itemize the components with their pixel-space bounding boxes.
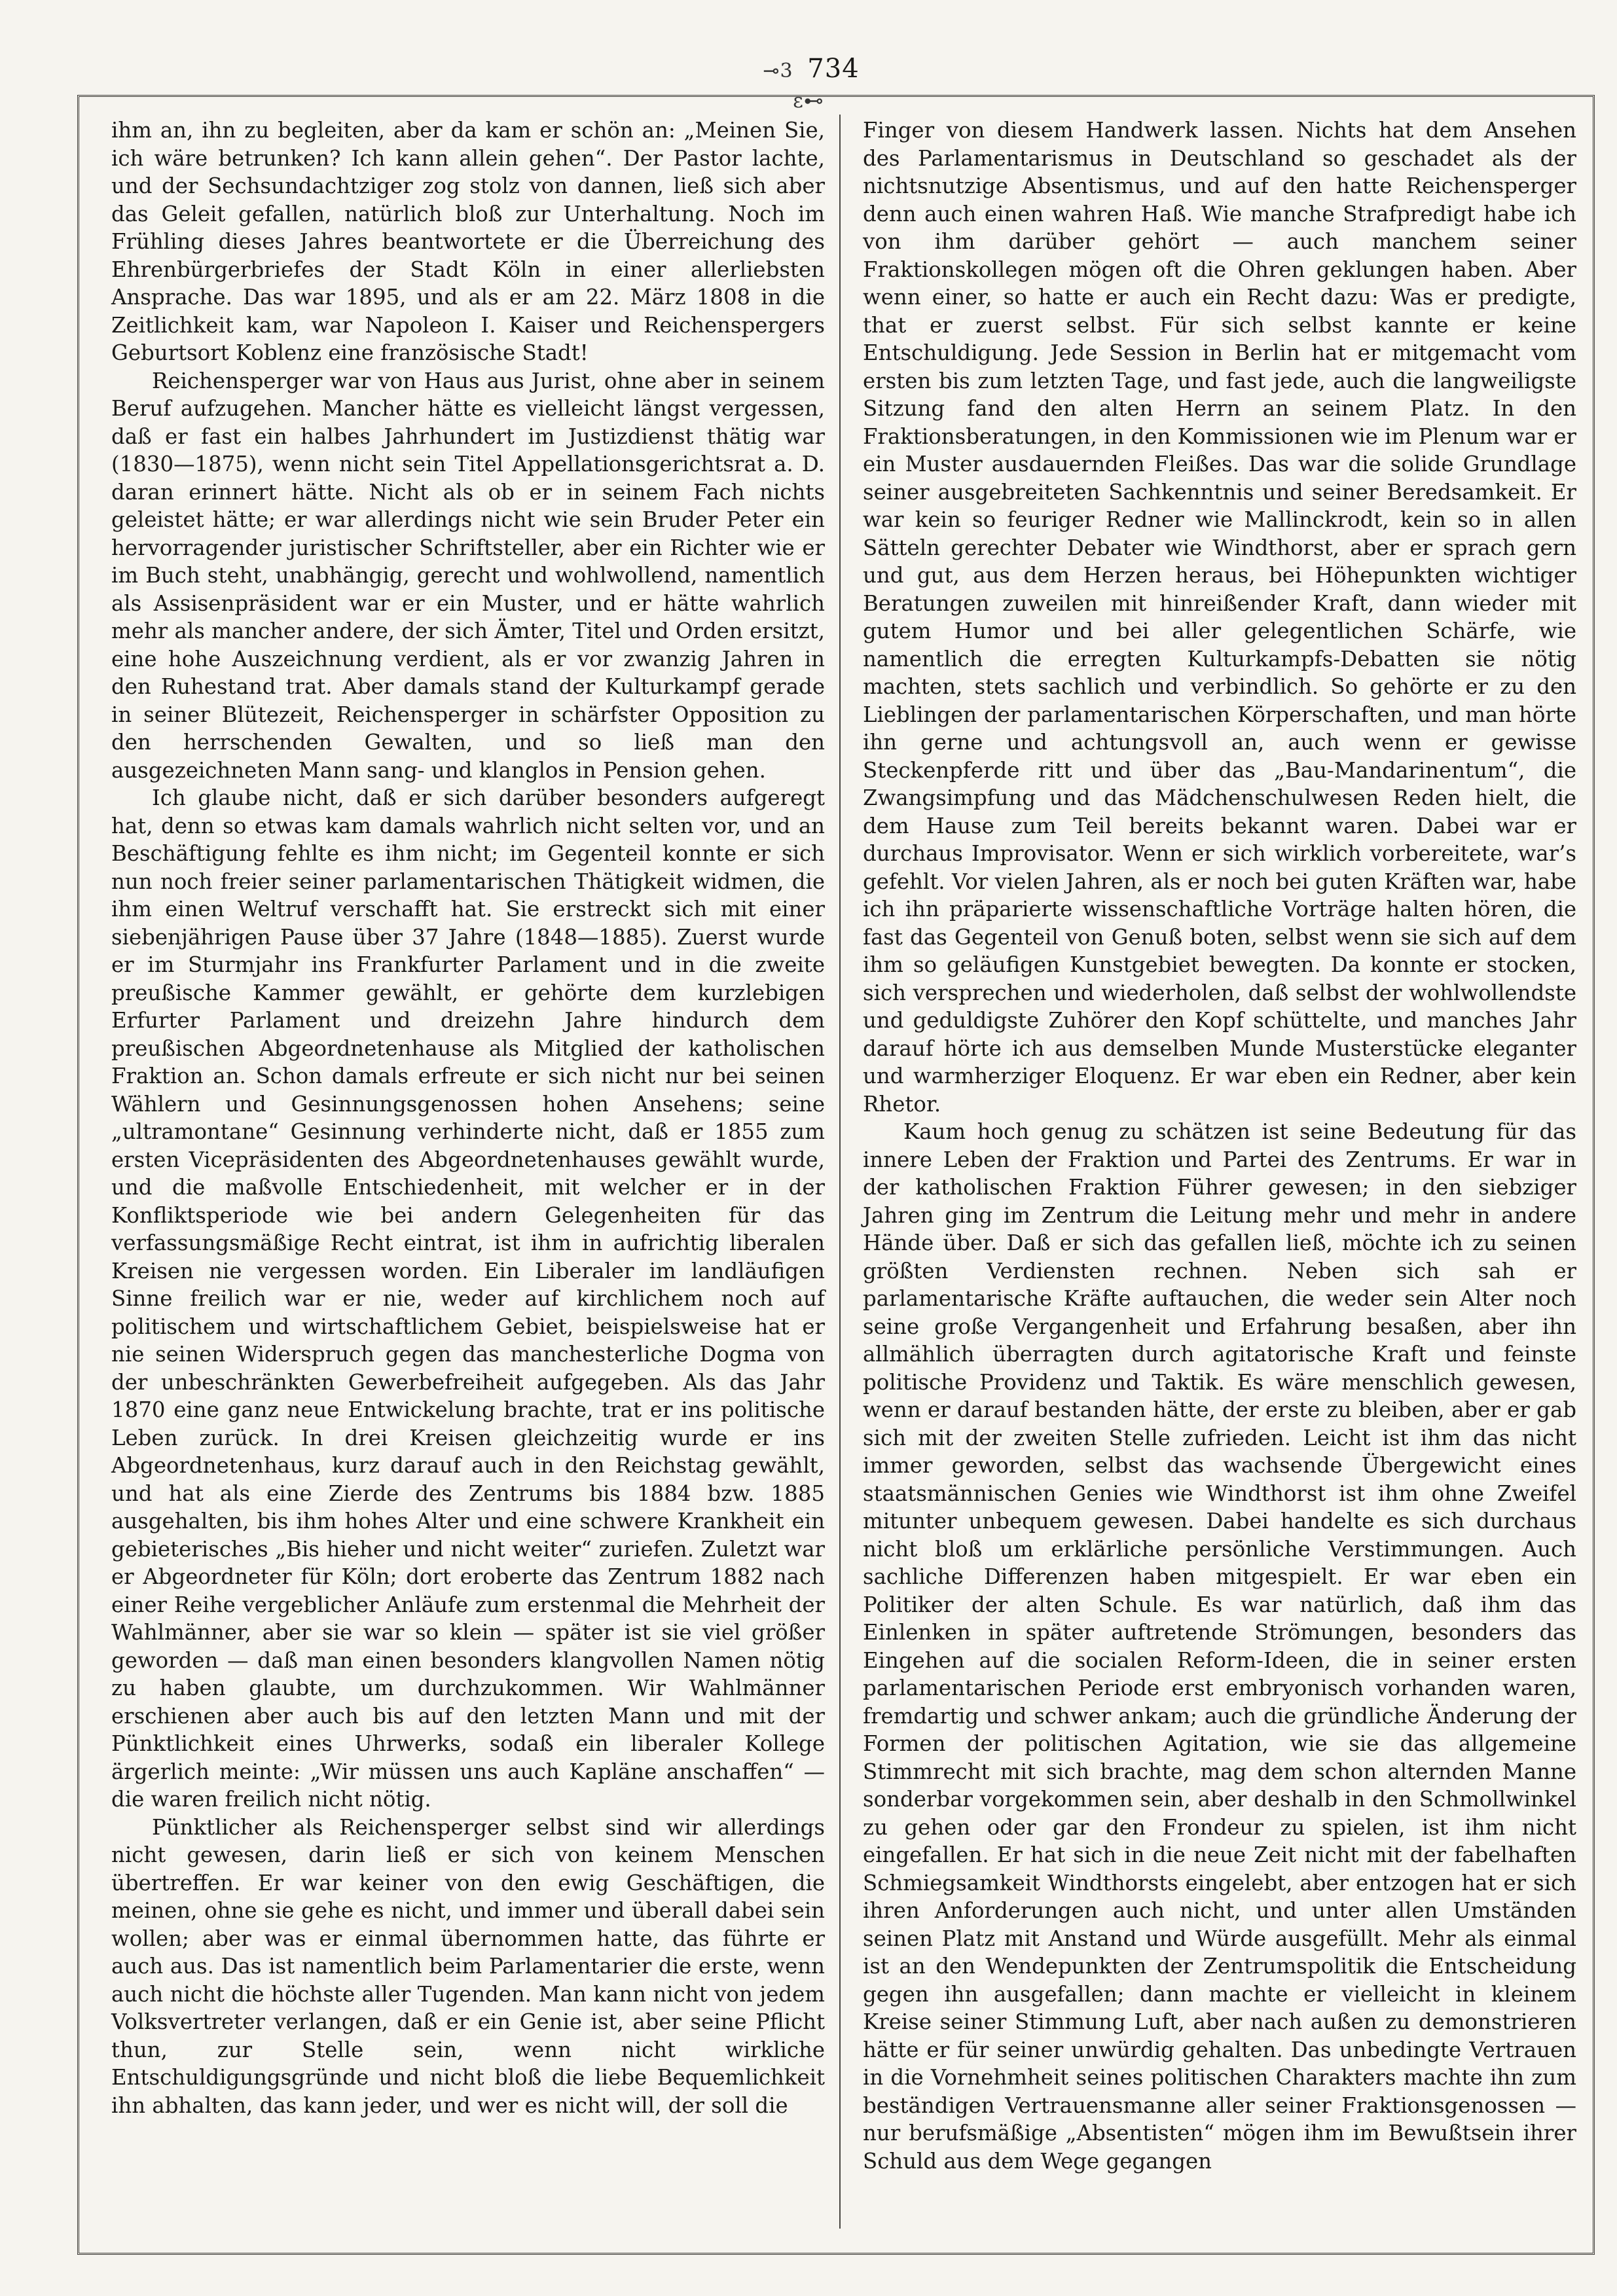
page-number-value: 734 (807, 54, 860, 84)
paragraph: Pünktlicher als Reichensperger selbst sind wir allerdings nicht gewesen, darin ließ er sich von keinem Menschen übertreffen. Er war keiner von den ewig Geschäftigen, die meinen, ohne sie gehe es nicht, und immer und überall dabei sein wollen; aber was er einmal übernommen hatte, das führte er auch aus. Das ist namentlich beim Parlamentarier die erste, wenn auch nicht die höchste aller Tugenden. Man kann nicht von jedem Volksvertreter verlangen, daß er ein Genie ist, aber seine Pflicht thun, zur Stelle sein, wenn nicht wirkliche Entschuldigungsgründe und nicht bloß die liebe Bequemlichkeit ihn abhalten, das kann jeder, und wer es nicht will, der soll die (111, 1814, 825, 2118)
paragraph: Reichensperger war von Haus aus Jurist, ohne aber in seinem Beruf aufzugehen. Mancher hätte es vielleicht längst vergessen, daß er fast ein halbes Jahrhundert im Justizdienst thätig war (1830—1875), wenn nicht sein Titel Appellationsgerichtsrat a. D. daran erinnert hätte. Nicht als ob er in seinem Fach nichts geleistet hätte; er war allerdings nicht wie sein Bruder Peter ein hervorragender juristischer Schriftsteller, aber ein Richter wie er im Buch steht, unabhängig, gerecht und wohlwollend, namentlich als Assisenpräsident war er ein Muster, und er hätte wahrlich mehr als mancher andere, der sich Ämter, Titel und Orden ersitzt, eine hohe Auszeichnung verdient, als er vor zwanzig Jahren in den Ruhestand trat. Aber damals stand der Kulturkampf gerade in seiner Blütezeit, Reichensperger in schärfster Opposition zu den herrschenden Gewalten, und so ließ man den ausgezeichneten Mann sang- und klanglos in Pension gehen. (111, 368, 825, 783)
paragraph: ihm an, ihn zu begleiten, aber da kam er schön an: „Meinen Sie, ich wäre betrunken? Ich kann allein gehen“. Der Pastor lachte, und der Sechsundachtziger zog stolz von dannen, ließ sich aber das Geleit gefallen, natürlich bloß zur Unterhaltung. Noch im Frühling dieses Jahres beantwortete er die Überreichung des Ehrenbürgerbriefes der Stadt Köln in einer allerliebsten Ansprache. Das war 1895, und als er am 22. März 1808 in die Zeitlichkeit kam, war Napoleon I. Kaiser und Reichenspergers Geburtsort Koblenz eine französische Stadt! (111, 118, 825, 365)
right-column (863, 117, 1576, 2175)
ornament-right: ε⊷ (793, 90, 824, 113)
column-divider (839, 115, 841, 2229)
paragraph: Ich glaube nicht, daß er sich darüber besonders aufgeregt hat, denn so etwas kam damals wahrlich nicht selten vor, und an Beschäftigung fehlte es ihm nicht; im Gegenteil konnte er sich nun noch freier seiner parlamentarischen Thätigkeit widmen, die ihm einen Weltruf verschafft hat. Sie erstreckt sich mit einer siebenjährigen Pause über 37 Jahre (1848—1885). Zuerst wurde er im Sturmjahr ins Frankfurter Parlament und in die zweite preußische Kammer gewählt, er gehörte dem kurzlebigen Erfurter Parlament und dreizehn Jahre hindurch dem preußischen Abgeordnetenhause als Mitglied der katholischen Fraktion an. Schon damals erfreute er sich nicht nur bei seinen Wählern und Gesinnungsgenossen hohen Ansehens; seine „ultramontane“ Gesinnung verhinderte nicht, daß er 1855 zum ersten Vicepräsidenten des Abgeordnetenhauses gewählt wurde, und die maßvolle Entschiedenheit, mit welcher er in der Konfliktsperiode wie bei andern Gelegenheiten für das verfassungsmäßige Recht eintrat, ist ihm in aufrichtig liberalen Kreisen nie vergessen worden. Ein Liberaler im landläufigen Sinne freilich war er nie, weder auf kirchlichem noch auf politischem und wirtschaftlichem Gebiet, beispielsweise hat er nie seinen Widerspruch gegen das manchesterliche Dogma von der unbeschränkten Gewerbefreiheit aufgegeben. Als das Jahr 1870 eine ganz neue Entwickelung brachte, trat er ins politische Leben zurück. In drei Kreisen gleichzeitig wurde er ins Abgeordnetenhaus, kurz darauf auch in den Reichstag gewählt, und hat als eine Zierde des Zentrums bis 1884 bzw. 1885 ausgehalten, bis ihm hohes Alter und eine schwere Krankheit ein gebieterisches „Bis hieher und nicht weiter“ zuriefen. Zuletzt war er Abgeordneter für Köln; dort eroberte das Zentrum 1882 nach einer Reihe vergeblicher Anläufe zum erstenmal die Mehrheit der Wahlmänner, aber sie war so klein — später ist sie viel größer geworden — daß man einen besonders klangvollen Namen nötig zu haben glaubte, um durchzukommen. Wir Wahlmänner erschienen aber auch bis auf den letzten Mann und mit der Pünktlichkeit eines Uhrwerks, sodaß ein liberaler Kollege ärgerlich meinte: „Wir müssen uns auch Kapläne anschaffen“ — die waren freilich nicht nötig. (111, 785, 825, 1812)
ornament-left: ⊸3 (763, 60, 793, 82)
paragraph: Kaum hoch genug zu schätzen ist seine Bedeutung für das innere Leben der Fraktion und Partei des Zentrums. Er war in der katholischen Fraktion Führer gewesen; in den siebziger Jahren ging im Zentrum die Leitung mehr und mehr in andere Hände über. Daß er sich das gefallen ließ, möchte ich zu seinen größten Verdiensten rechnen. Neben sich sah er parlamentarische Kräfte auftauchen, die weder sein Alter noch seine große Vergangenheit und Erfahrung besaßen, aber ihn allmählich überragten durch agitatorische Kraft und feinste politische Providenz und Taktik. Es wäre menschlich gewesen, wenn er darauf bestanden hätte, der erste zu bleiben, aber er gab sich mit der zweiten Stelle zufrieden. Leicht ist ihm das nicht immer geworden, selbst das wachsende Übergewicht eines staatsmännischen Genies wie Windthorst ist ihm ohne Zweifel mitunter unbequem gewesen. Dabei handelte es sich durchaus nicht bloß um erklärliche persönliche Verstimmungen. Auch sachliche Differenzen haben mitgespielt. Er war eben ein Politiker der alten Schule. Es war natürlich, daß ihm das Einlenken in später auftretende Strömungen, besonders das Eingehen auf die socialen Reform-Ideen, die in seiner ersten parlamentarischen Periode erst embryonisch vorhanden waren, fremdartig und schwer ankam; auch die gründliche Änderung der Formen der politischen Agitation, wie sie das allgemeine Stimmrecht mit sich brachte, mag dem schon alternden Manne sonderbar vorgekommen sein, aber deshalb in den Schmollwinkel zu gehen oder gar den Frondeur zu spielen, ist ihm nicht eingefallen. Er hat sich in die neue Zeit nicht mit der fabelhaften Schmiegsamkeit Windthorsts eingelebt, aber entzogen hat er sich ihren Anforderungen auch nicht, und unter allen Umständen seinen Platz mit Anstand und Würde ausgefüllt. Mehr als einmal ist an den Wendepunkten der Zentrumspolitik die Entscheidung gegen ihn ausgefallen; dann machte er vielleicht in kleinem Kreise seiner Stimmung Luft, aber nach außen zu demonstrieren hätte er für seiner unwürdig gehalten. Das unbedingte Vertrauen in die Vornehmheit seines politischen Charakters machte ihn zum beständigen Vertrauensmanne aller seiner Fraktionsgenossen — nur berufsmäßige „Absentisten“ mögen ihm im Bewußtsein ihrer Schuld aus dem Wege gegangen (863, 1119, 1576, 2174)
left-column (111, 117, 825, 2119)
paragraph: Finger von diesem Handwerk lassen. Nichts hat dem Ansehen des Parlamentarismus in Deutschland so geschadet als der nichtsnutzige Absentismus, und auf den hatte Reichensperger denn auch einen wahren Haß. Wie manche Strafpredigt habe ich von ihm darüber gehört — auch manchem seiner Fraktionskollegen mögen oft die Ohren geklungen haben. Aber wenn einer, so hatte er auch ein Recht dazu: Was er predigte, that er zuerst selbst. Für sich selbst kannte er keine Entschuldigung. Jede Session in Berlin hat er mitgemacht vom ersten bis zum letzten Tage, und fast jede, auch die langweiligste Sitzung fand den alten Herrn an seinem Platz. In den Fraktionsberatungen, in den Kommissionen wie im Plenum war er ein Muster ausdauernden Fleißes. Das war die solide Grundlage seiner ausgebreiteten Sachkenntnis und seiner Beredsamkeit. Er war kein so feuriger Redner wie Mallinckrodt, kein so in allen Sätteln gerechter Debater wie Windthorst, aber er sprach gern und gut, aus dem Herzen heraus, bei Höhepunkten wichtiger Beratungen zuweilen mit hinreißender Kraft, dann wieder mit gutem Humor und bei aller gelegentlichen Schärfe, wie namentlich die erregten Kulturkampfs-Debatten sie nötig machten, stets sachlich und verbindlich. So gehörte er zu den Lieblingen der parlamentarischen Körperschaften, und man hörte ihn gerne und achtungsvoll an, auch wenn er gewisse Steckenpferde ritt und über das „Bau-Mandarinentum“, die Zwangsimpfung und das Mädchenschulwesen Reden hielt, die dem Hause zum Teil bereits bekannt waren. Dabei war er durchaus Improvisator. Wenn er sich wirklich vorbereitete, war’s gefehlt. Vor vielen Jahren, als er noch bei guten Kräften war, habe ich ihn präparierte wissenschaftliche Vorträge halten hören, die fast das Gegenteil von Genuß boten, selbst wenn sie sich auf dem ihm so geläufigen Kunstgebiet bewegten. Da konnte er stocken, sich versprechen und wiederholen, daß selbst der wohlwollendste und geduldigste Zuhörer den Kopf schüttelte, und manches Jahr darauf hörte ich aus demselben Munde Musterstücke eleganter und warmherziger Eloquenz. Er war eben ein Redner, aber kein Rhetor. (863, 118, 1577, 1117)
